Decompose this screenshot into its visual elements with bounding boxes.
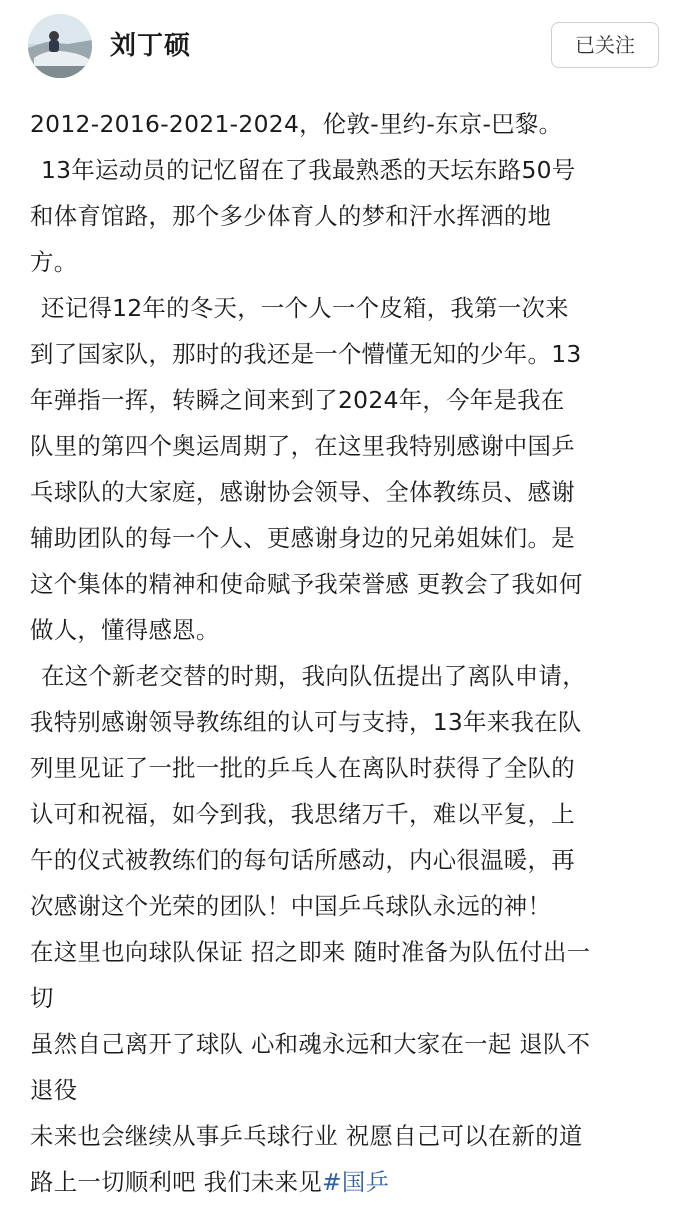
post-line: 还记得12年的冬天，一个人一个皮箱，我第一次来 — [41, 294, 569, 322]
post-line-last — [30, 1159, 670, 1205]
post-line: 2012-2016-2021-2024，伦敦-里约-东京-巴黎。 — [30, 110, 563, 138]
post-line: 列里见证了一批一批的乒乓人在离队时获得了全队的 — [30, 754, 575, 782]
post-line: 虽然自己离开了球队 心和魂永远和大家在一起 退队不 — [30, 1030, 591, 1058]
post-line: 在这个新老交替的时期，我向队伍提出了离队申请， — [41, 662, 586, 690]
post-line: 午的仪式被教练们的每句话所感动，内心很温暖，再 — [30, 846, 575, 874]
post-line: 13年运动员的记忆留在了我最熟悉的天坛东路50号 — [41, 156, 576, 184]
username[interactable]: 刘丁硕 — [110, 31, 192, 61]
post-line: 这个集体的精神和使命赋予我荣誉感 更教会了我如何 — [30, 570, 583, 598]
post-line: 退役 — [30, 1076, 78, 1104]
post-line: 切 — [30, 984, 54, 1012]
post-line-text: 路上一切顺利吧 我们未来见 — [30, 1168, 323, 1196]
post-line: 未来也会继续从事乒乓球行业 祝愿自己可以在新的道 — [30, 1122, 583, 1150]
post-line: 认可和祝福，如今到我，我思绪万千，难以平复，上 — [30, 800, 575, 828]
post-line: 和体育馆路，那个多少体育人的梦和汗水挥洒的地 — [30, 202, 552, 230]
hashtag-link[interactable]: #国乒 — [322, 1168, 390, 1196]
post-line: 次感谢这个光荣的团队！中国乒乓球队永远的神！ — [30, 892, 552, 920]
post-header — [0, 0, 690, 96]
post-line: 队里的第四个奥运周期了，在这里我特别感谢中国乒 — [30, 432, 575, 460]
post-line: 我特别感谢领导教练组的认可与支持，13年来我在队 — [30, 708, 582, 736]
post-line: 在这里也向球队保证 招之即来 随时准备为队伍付出一 — [30, 938, 591, 966]
follow-button[interactable]: 已关注 — [551, 22, 659, 68]
post-line: 到了国家队，那时的我还是一个懵懂无知的少年。13 — [30, 340, 582, 368]
post-line: 做人，懂得感恩。 — [30, 616, 220, 644]
post-line: 辅助团队的每一个人、更感谢身边的兄弟姐妹们。是 — [30, 524, 575, 552]
avatar-image — [28, 14, 92, 78]
post-line: 乓球队的大家庭，感谢协会领导、全体教练员、感谢 — [30, 478, 575, 506]
post-line: 方。 — [30, 248, 78, 276]
avatar[interactable] — [28, 14, 92, 78]
post-line: 年弹指一挥，转瞬之间来到了2024年，今年是我在 — [30, 386, 565, 414]
post-text — [30, 101, 670, 1205]
